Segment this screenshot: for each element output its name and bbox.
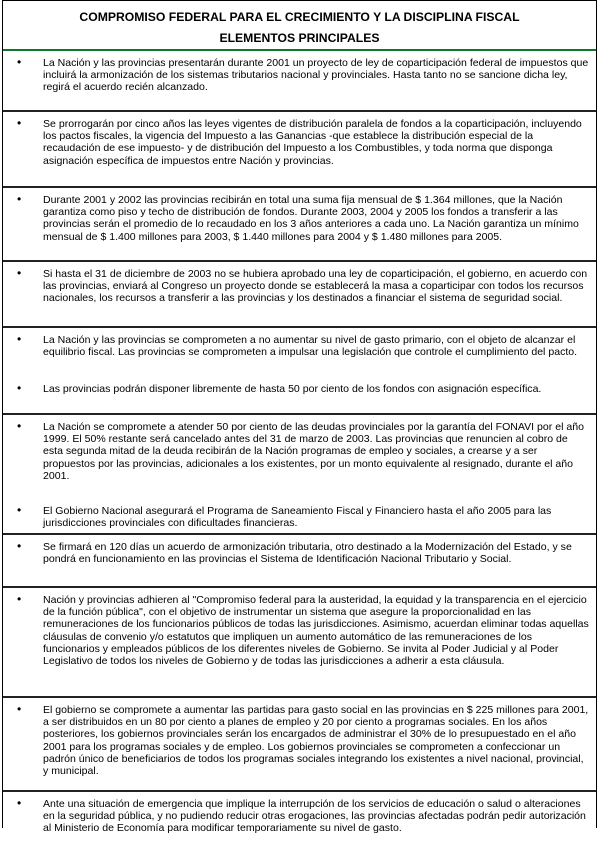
bullet-icon: • bbox=[17, 539, 22, 553]
list-item bbox=[3, 262, 596, 328]
document-frame bbox=[2, 0, 597, 835]
bullet-icon: • bbox=[17, 796, 22, 810]
list-item bbox=[3, 499, 596, 535]
item-text: Nación y provincias adhieren al "Compromiso federal para la austeridad, la equidad y la transparencia en el ejercicio de la función pública", con el objetivo de instrumentar un sistema que asegure la proporcionalidad en las remuneraciones de los funcionarios públicos de todas las jurisdicciones. Asimismo, acuerdan eliminar todas aquellas cláusulas de convenio y/o estatutos que impliquen un aumento automático de las remuneraciones de los funcionarios y empleados públicos de los diferentes niveles de Gobierno. Se invita al Poder Judicial y al Poder Legislativo de todos los niveles de Gobierno y de todas las jurisdicciones a adherir a esta cláusula. bbox=[43, 594, 589, 668]
list-item bbox=[3, 415, 596, 499]
item-text: La Nación y las provincias se comprometen a no aumentar su nivel de gasto primario, con el objeto de alcanzar el equilibrio fiscal. Las provincias se comprometen a impulsar una legislación que controle el cumplimiento del pacto. bbox=[43, 334, 578, 359]
bullet-icon: • bbox=[17, 419, 22, 433]
list-item bbox=[3, 112, 596, 188]
bullet-icon: • bbox=[17, 592, 22, 606]
bullet-icon: • bbox=[17, 192, 22, 206]
document-header bbox=[3, 0, 596, 51]
item-text: Las provincias podrán disponer libremente de hasta 50 por ciento de los fondos con asignación específica. bbox=[43, 383, 542, 395]
item-text: Si hasta el 31 de diciembre de 2003 no se hubiera aprobado una ley de coparticipación, el gobierno, en acuerdo con las provincias, enviará al Congreso un proyecto donde se establecerá la masa a coparticipar con todos los recursos nacionales, los recursos a transferir a las provincias y los destinados a financiar el sistema de seguridad social. bbox=[43, 268, 588, 305]
bullet-icon: • bbox=[17, 116, 22, 130]
item-text: La Nación y las provincias presentarán durante 2001 un proyecto de ley de coparticipación federal de impuestos que incluirá la armonización de los sistemas tributarios nacional y provinciales. Hasta tanto no se sancione dicha ley, regirá el acuerdo recién alcanzado. bbox=[43, 57, 589, 94]
item-text: El Gobierno Nacional asegurará el Programa de Saneamiento Fiscal y Financiero hasta el año 2005 para las jurisdicciones provinciales con dificultades financieras. bbox=[43, 505, 552, 530]
list-item bbox=[3, 535, 596, 588]
bullet-icon: • bbox=[17, 503, 22, 517]
list-item bbox=[3, 377, 596, 415]
bullet-icon: • bbox=[17, 332, 22, 346]
item-text: La Nación se compromete a atender 50 por ciento de las deudas provinciales por la garantía del FONAVI por el año 1999. El 50% restante será cancelado antes del 31 de marzo de 2003. Las provincias que renuncien al cobro de esta segunda mitad de la deuda recibirán de la Nación programas de empleo y sociales, a crearse y a ser propuestos por las provincias, adicionales a los existentes, por un monto equivalente al resignado, durante el año 2001. bbox=[43, 421, 584, 482]
item-text: Ante una situación de emergencia que implique la interrupción de los servicios de educación o salud o alteraciones en la seguridad pública, y no pudiendo reducir otras erogaciones, las provincias afectadas podrán pedir autorización al Ministerio de Economía para modificar temporariamente su nivel de gasto. bbox=[43, 798, 586, 835]
list-item bbox=[3, 698, 596, 792]
item-text: Durante 2001 y 2002 las provincias recibirán en total una suma fija mensual de $ 1.364 millones, que la Nación garantiza como piso y techo de distribución de fondos. Durante 2003, 2004 y 2005 los fondos a transferir a las provincias serán el promedio de lo recaudado en los 3 años anteriores a cada uno. La Nación garantiza un mínimo mensual de $ 1.400 millones para 2003, $ 1.440 millones para 2004 y $ 1.480 millones para 2005. bbox=[43, 194, 579, 243]
list-item bbox=[3, 328, 596, 377]
list-item bbox=[3, 188, 596, 262]
document-title: COMPROMISO FEDERAL PARA EL CRECIMIENTO Y LA DISCIPLINA FISCAL bbox=[79, 10, 520, 24]
list-item bbox=[3, 51, 596, 112]
list-item bbox=[3, 792, 596, 852]
bullet-icon: • bbox=[17, 266, 22, 280]
item-text: Se prorrogarán por cinco años las leyes vigentes de distribución paralela de fondos a la coparticipación, incluyendo los pactos fiscales, la vigencia del Impuesto a las Ganancias -que establece la distribución especial de la recaudación de ese impuesto- y de distribución del Impuesto a los Combustibles, y toda norma que disponga asignación específica de impuestos entre Nación y provincias. bbox=[43, 118, 582, 167]
bullet-icon: • bbox=[17, 381, 22, 395]
list-item bbox=[3, 588, 596, 698]
item-text: El gobierno se compromete a aumentar las partidas para gasto social en las provincias en $ 225 millones para 2001, a ser distribuidos en un 80 por ciento a planes de empleo y 20 por ciento a programas sociales. En los años posteriores, los gobiernos provinciales serán los encargados de administrar el 30% de lo presupuestado en el año 2001 para los programas sociales y de empleo. Los gobiernos provinciales se comprometen a confeccionar un padrón único de beneficiarios de todos los programas sociales integrando los existentes a nivel nacional, provincial, y municipal. bbox=[43, 704, 589, 778]
bullet-icon: • bbox=[17, 55, 22, 69]
bullet-icon: • bbox=[17, 702, 22, 716]
document-subtitle: ELEMENTOS PRINCIPALES bbox=[219, 31, 380, 45]
item-text: Se firmará en 120 días un acuerdo de armonización tributaria, otro destinado a la Modernización del Estado, y se pondrá en funcionamiento en las provincias el Sistema de Identificación Nacional Tributario y Social. bbox=[43, 541, 572, 566]
